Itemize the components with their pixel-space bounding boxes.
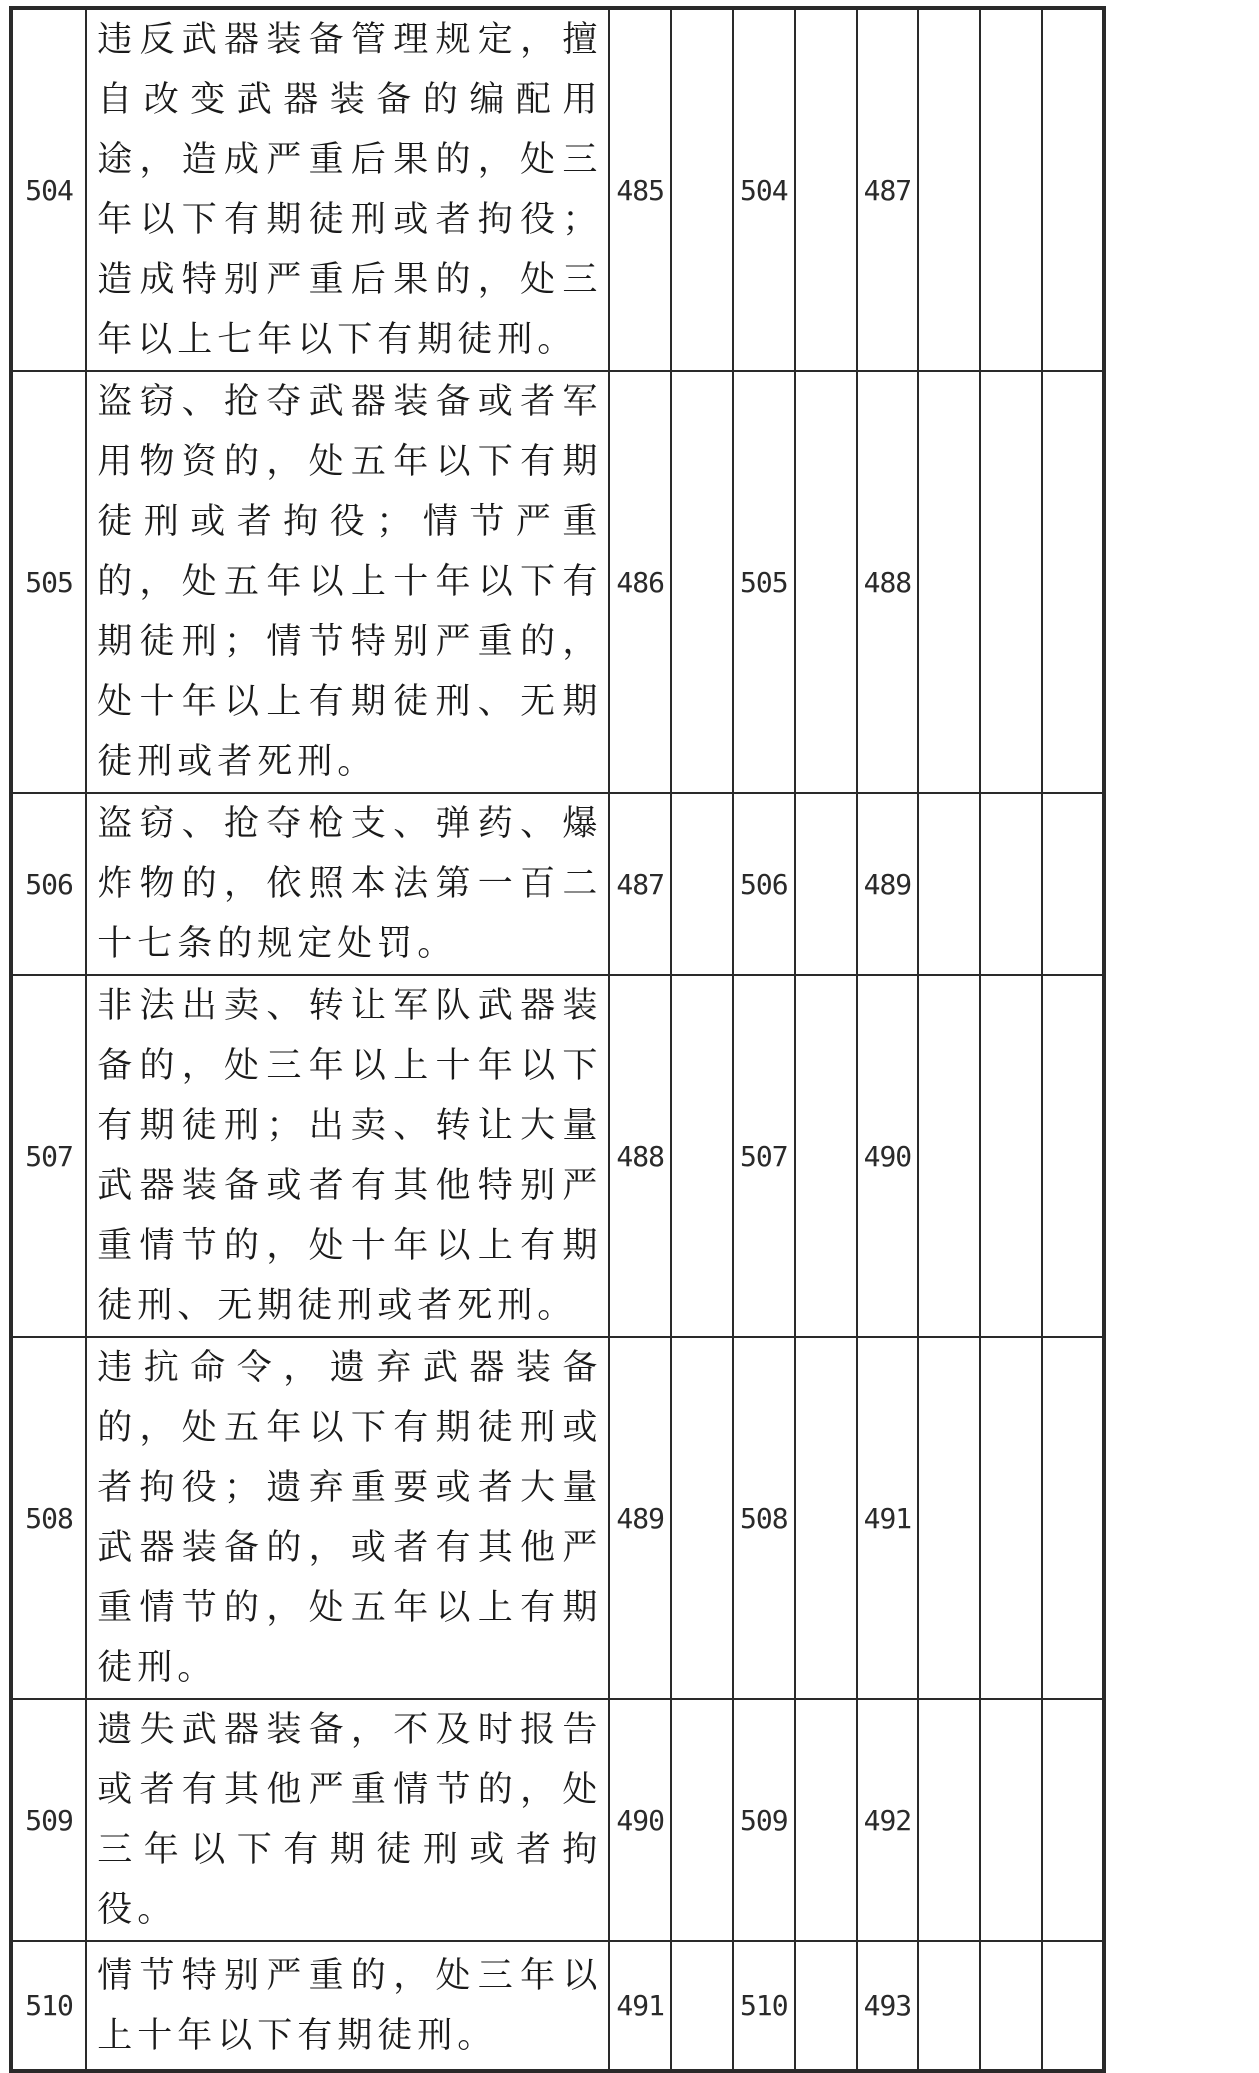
ref-cell-8 — [1042, 1337, 1104, 1699]
table-row — [11, 1699, 1248, 1941]
ref-cell-3: 507 — [733, 975, 795, 1337]
ref-cell-5: 493 — [857, 1941, 919, 2071]
ref-cell-6 — [918, 1941, 980, 2071]
table-row — [11, 1337, 1248, 1699]
ref-cell-5: 491 — [857, 1337, 919, 1699]
table-row — [11, 1941, 1248, 2071]
ref-cell-2 — [671, 1337, 733, 1699]
ref-cell-2 — [671, 1941, 733, 2071]
ref-cell-2 — [671, 8, 733, 371]
ref-cell-6 — [918, 793, 980, 975]
ref-cell-3: 508 — [733, 1337, 795, 1699]
ref-cell-7 — [980, 371, 1042, 793]
ref-cell-6 — [918, 371, 980, 793]
ref-cell-1: 491 — [609, 1941, 671, 2071]
ref-cell-2 — [671, 1699, 733, 1941]
article-number: 508 — [11, 1337, 86, 1699]
ref-cell-6 — [918, 1337, 980, 1699]
ref-cell-1: 489 — [609, 1337, 671, 1699]
ref-cell-6 — [918, 1699, 980, 1941]
ref-cell-4 — [795, 793, 857, 975]
article-number: 504 — [11, 8, 86, 371]
ref-cell-8 — [1042, 793, 1104, 975]
ref-cell-8 — [1042, 8, 1104, 371]
ref-cell-5: 489 — [857, 793, 919, 975]
article-text: 违反武器装备管理规定，擅自改变武器装备的编配用途，造成严重后果的，处三年以下有期徒刑或者拘役；造成特别严重后果的，处三年以上七年以下有期徒刑。 — [86, 8, 609, 371]
ref-cell-7 — [980, 1337, 1042, 1699]
ref-cell-2 — [671, 371, 733, 793]
ref-cell-7 — [980, 1941, 1042, 2071]
ref-cell-8 — [1042, 371, 1104, 793]
ref-cell-4 — [795, 1699, 857, 1941]
ref-cell-5: 490 — [857, 975, 919, 1337]
ref-cell-4 — [795, 975, 857, 1337]
article-text: 非法出卖、转让军队武器装备的，处三年以上十年以下有期徒刑；出卖、转让大量武器装备或者有其他特别严重情节的，处十年以上有期徒刑、无期徒刑或者死刑。 — [86, 975, 609, 1337]
ref-cell-2 — [671, 975, 733, 1337]
ref-cell-7 — [980, 1699, 1042, 1941]
ref-cell-1: 487 — [609, 793, 671, 975]
ref-cell-1: 485 — [609, 8, 671, 371]
ref-cell-8 — [1042, 1941, 1104, 2071]
ref-cell-4 — [795, 1941, 857, 2071]
law-comparison-table — [9, 6, 1250, 2073]
ref-cell-3: 506 — [733, 793, 795, 975]
ref-cell-1: 490 — [609, 1699, 671, 1941]
ref-cell-3: 509 — [733, 1699, 795, 1941]
table-row — [11, 975, 1248, 1337]
ref-cell-1: 488 — [609, 975, 671, 1337]
ref-cell-3: 510 — [733, 1941, 795, 2071]
article-number: 505 — [11, 371, 86, 793]
ref-cell-2 — [671, 793, 733, 975]
article-text: 盗窃、抢夺武器装备或者军用物资的，处五年以下有期徒刑或者拘役；情节严重的，处五年以上十年以下有期徒刑；情节特别严重的，处十年以上有期徒刑、无期徒刑或者死刑。 — [86, 371, 609, 793]
ref-cell-8 — [1042, 1699, 1104, 1941]
ref-cell-6 — [918, 8, 980, 371]
article-text: 情节特别严重的，处三年以上十年以下有期徒刑。 — [86, 1941, 609, 2071]
ref-cell-7 — [980, 975, 1042, 1337]
ref-cell-7 — [980, 8, 1042, 371]
ref-cell-4 — [795, 1337, 857, 1699]
article-text: 遗失武器装备，不及时报告或者有其他严重情节的，处三年以下有期徒刑或者拘役。 — [86, 1699, 609, 1941]
ref-cell-3: 505 — [733, 371, 795, 793]
ref-cell-6 — [918, 975, 980, 1337]
article-number: 509 — [11, 1699, 86, 1941]
table-row — [11, 793, 1248, 975]
ref-cell-5: 488 — [857, 371, 919, 793]
article-text: 盗窃、抢夺枪支、弹药、爆炸物的，依照本法第一百二十七条的规定处罚。 — [86, 793, 609, 975]
ref-cell-8 — [1042, 975, 1104, 1337]
ref-cell-4 — [795, 371, 857, 793]
ref-cell-1: 486 — [609, 371, 671, 793]
ref-cell-7 — [980, 793, 1042, 975]
article-text: 违抗命令，遗弃武器装备的，处五年以下有期徒刑或者拘役；遗弃重要或者大量武器装备的，或者有其他严重情节的，处五年以上有期徒刑。 — [86, 1337, 609, 1699]
ref-cell-4 — [795, 8, 857, 371]
article-number: 507 — [11, 975, 86, 1337]
article-number: 506 — [11, 793, 86, 975]
ref-cell-5: 492 — [857, 1699, 919, 1941]
ref-cell-3: 504 — [733, 8, 795, 371]
table-row — [11, 8, 1248, 371]
table-row — [11, 371, 1248, 793]
article-number: 510 — [11, 1941, 86, 2071]
ref-cell-5: 487 — [857, 8, 919, 371]
